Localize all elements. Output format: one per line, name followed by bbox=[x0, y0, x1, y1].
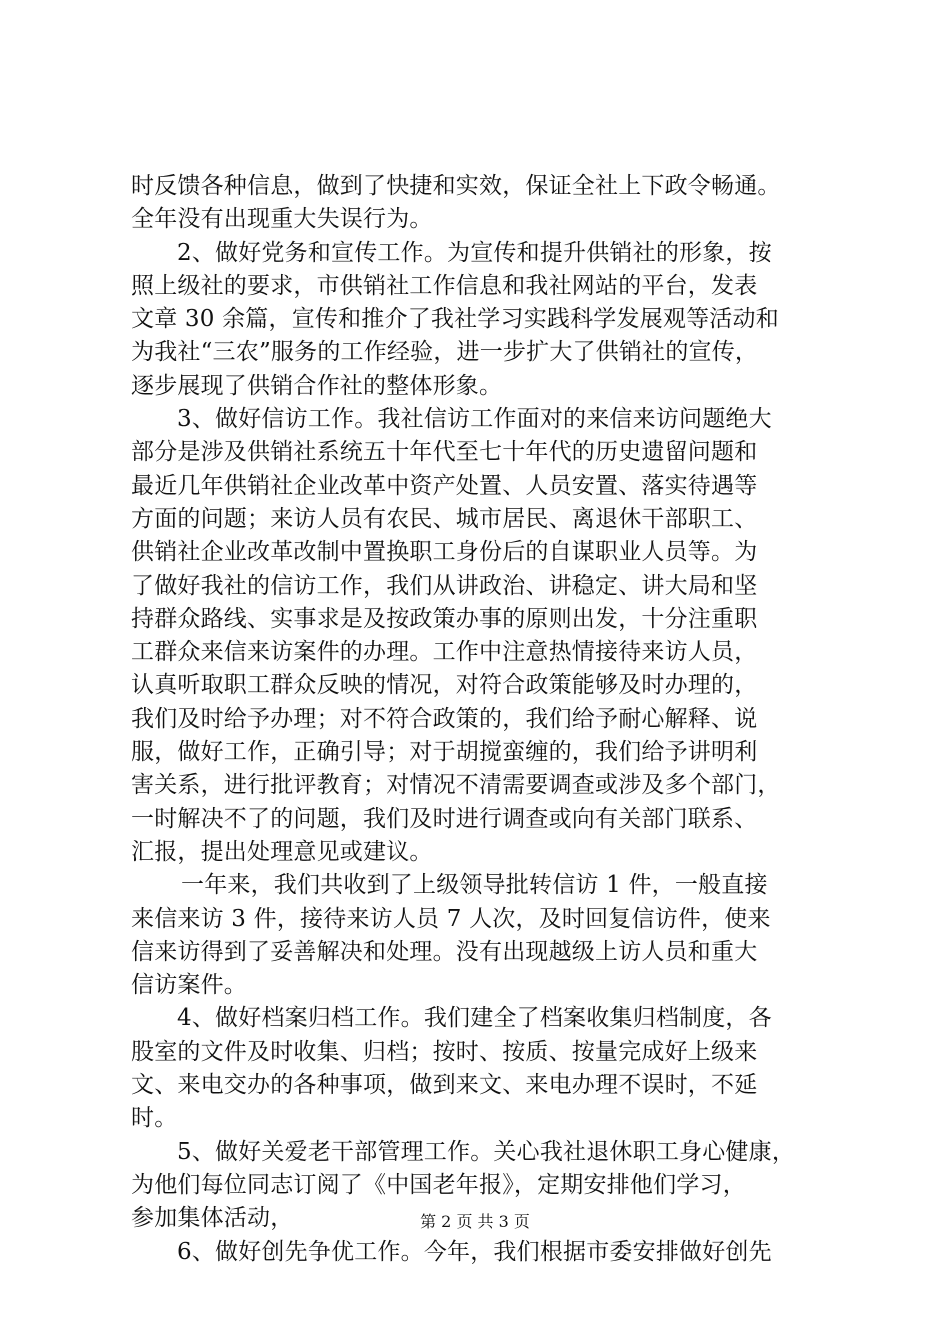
paragraph-start-line: 一年来，我们共收到了上级领导批转信访 1 件，一般直接 bbox=[181, 872, 768, 899]
paragraph-start-line: 2、做好党务和宣传工作。为宣传和提升供销社的形象，按 bbox=[177, 239, 772, 266]
text-line: 工群众来信来访案件的办理。工作中注意热情接待来访人员， bbox=[131, 639, 758, 666]
text-line: 全年没有出现重大失误行为。 bbox=[131, 206, 433, 233]
paragraph-start-line: 4、做好档案归档工作。我们建全了档案收集归档制度，各 bbox=[177, 1005, 772, 1032]
text-line: 时。 bbox=[131, 1105, 178, 1132]
text-line: 我们及时给予办理；对不符合政策的，我们给予耐心解释、说 bbox=[131, 705, 758, 732]
text-line: 服，做好工作，正确引导；对于胡搅蛮缠的，我们给予讲明利 bbox=[131, 739, 758, 766]
paragraph-start-line: 5、做好关爱老干部管理工作。关心我社退休职工身心健康， bbox=[177, 1138, 796, 1165]
text-line: 文、来电交办的各种事项，做到来文、来电办理不误时，不延 bbox=[131, 1072, 758, 1099]
text-line: 害关系，进行批评教育；对情况不清需要调查或涉及多个部门， bbox=[131, 772, 781, 799]
text-line: 方面的问题；来访人员有农民、城市居民、离退休干部职工、 bbox=[131, 505, 758, 532]
text-line: 认真听取职工群众反映的情况，对符合政策能够及时办理的， bbox=[131, 672, 758, 699]
text-line: 股室的文件及时收集、归档；按时、按质、按量完成好上级来 bbox=[131, 1038, 758, 1065]
text-line: 来信来访 3 件，接待来访人员 7 人次，及时回复信访件，使来 bbox=[131, 905, 771, 932]
text-line: 持群众路线、实事求是及按政策办事的原则出发，十分注重职 bbox=[131, 605, 758, 632]
text-line: 最近几年供销社企业改革中资产处置、人员安置、落实待遇等 bbox=[131, 472, 758, 499]
text-line: 信访案件。 bbox=[131, 972, 247, 999]
text-line: 为他们每位同志订阅了《中国老年报》，定期安排他们学习， bbox=[131, 1171, 746, 1198]
paragraph-start-line: 3、做好信访工作。我社信访工作面对的来信来访问题绝大 bbox=[177, 406, 772, 433]
text-line: 参加集体活动， bbox=[131, 1205, 294, 1232]
text-line: 信来访得到了妥善解决和处理。没有出现越级上访人员和重大 bbox=[131, 938, 758, 965]
text-line: 部分是涉及供销社系统五十年代至七十年代的历史遗留问题和 bbox=[131, 439, 758, 466]
text-line: 逐步展现了供销合作社的整体形象。 bbox=[131, 372, 503, 399]
text-line: 照上级社的要求，市供销社工作信息和我社网站的平台，发表 bbox=[131, 272, 758, 299]
text-line: 了做好我社的信访工作，我们从讲政治、讲稳定、讲大局和坚 bbox=[131, 572, 758, 599]
page-number-footer: 第 2 页 共 3 页 bbox=[420, 1212, 530, 1231]
paragraph-start-line: 6、做好创先争优工作。今年，我们根据市委安排做好创先 bbox=[177, 1238, 772, 1265]
text-line: 一时解决不了的问题，我们及时进行调查或向有关部门联系、 bbox=[131, 805, 758, 832]
text-line: 文章 30 余篇，宣传和推介了我社学习实践科学发展观等活动和 bbox=[131, 306, 779, 333]
text-line: 汇报，提出处理意见或建议。 bbox=[131, 838, 433, 865]
text-line: 供销社企业改革改制中置换职工身份后的自谋职业人员等。为 bbox=[131, 539, 758, 566]
text-line: 为我社“三农”服务的工作经验，进一步扩大了供销社的宣传， bbox=[131, 339, 759, 366]
text-line: 时反馈各种信息，做到了快捷和实效，保证全社上下政令畅通。 bbox=[131, 173, 781, 199]
document-body bbox=[131, 170, 836, 1269]
